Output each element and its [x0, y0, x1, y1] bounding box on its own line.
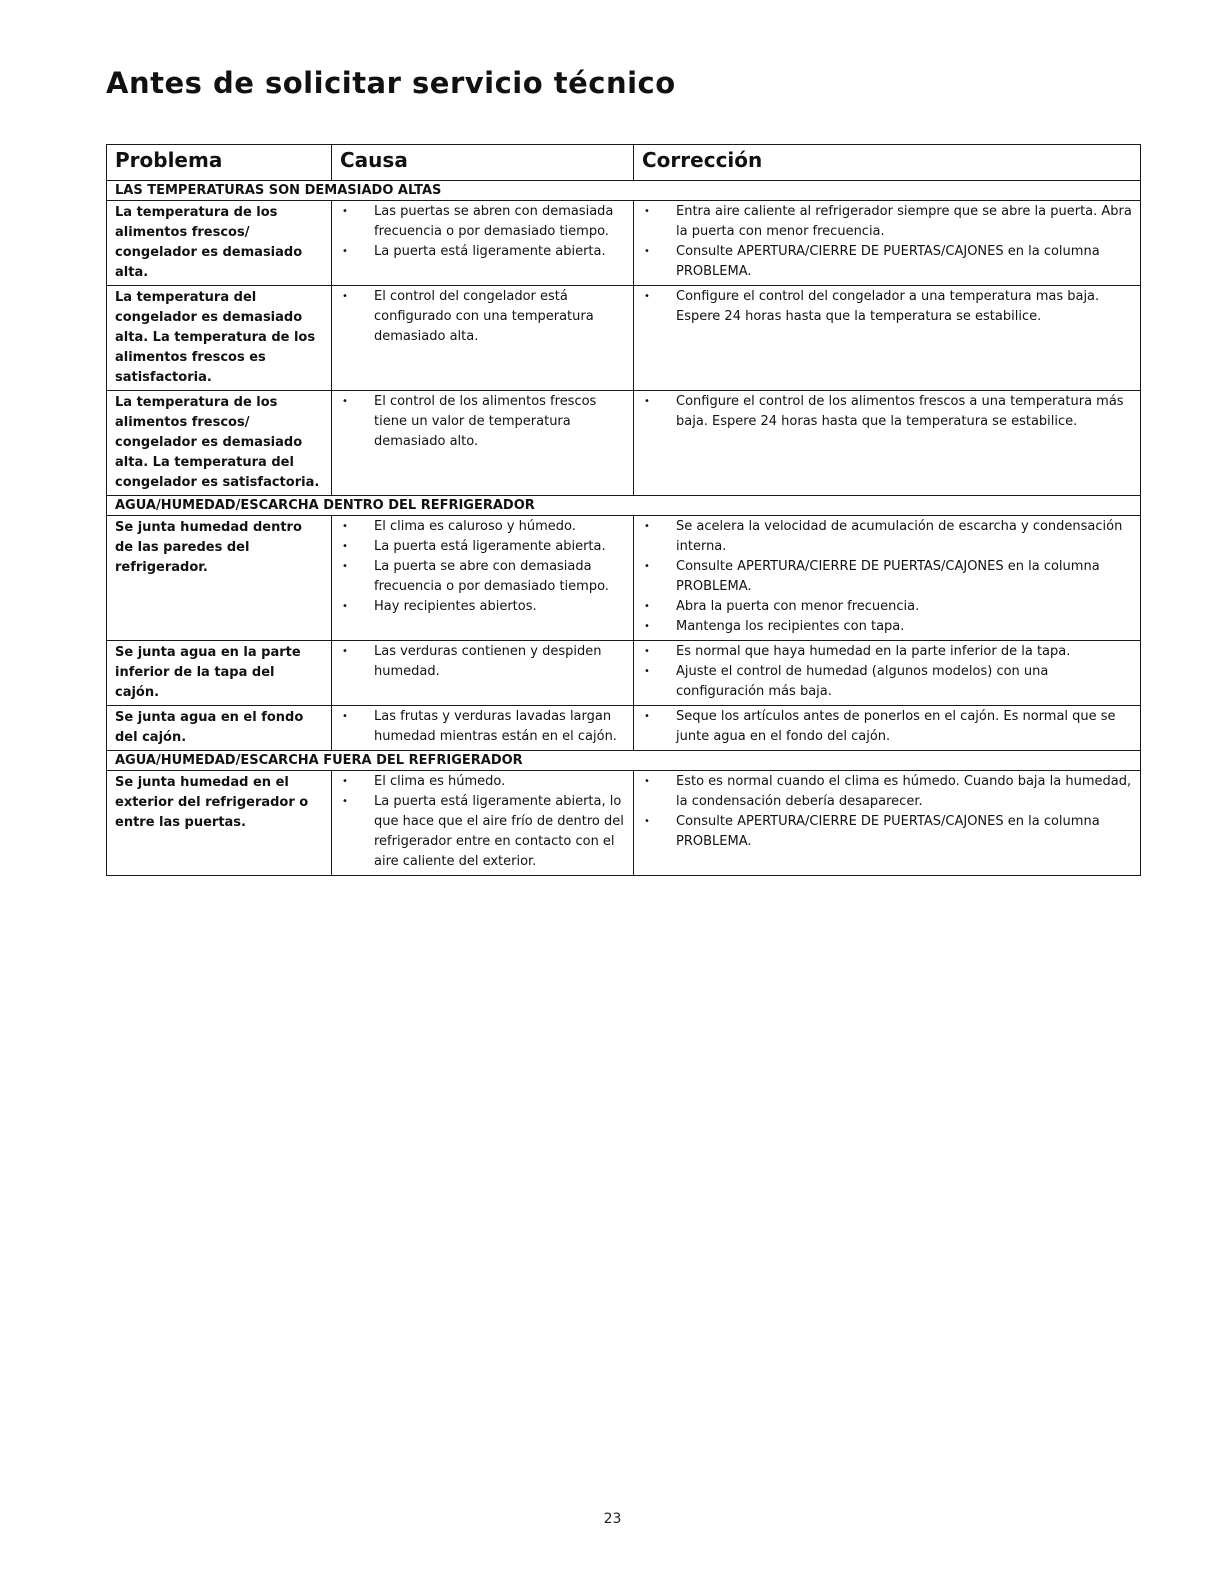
section-header-row [107, 181, 1141, 201]
table-body [107, 181, 1141, 876]
table-row [107, 201, 1141, 286]
correction-cell [634, 771, 1141, 876]
correction-cell [634, 201, 1141, 286]
cause-cell [332, 201, 634, 286]
table-row [107, 391, 1141, 496]
problem-cell: Se junta humedad en el exterior del refrigerador o entre las puertas. [107, 771, 332, 876]
correction-list [634, 516, 1140, 640]
problem-cell: La temperatura de los alimentos frescos/ congelador es demasiado alta. [107, 201, 332, 286]
cause-cell [332, 391, 634, 496]
cause-cell [332, 706, 634, 751]
correction-item: • Es normal que haya humedad en la parte inferior de la tapa. [634, 642, 1136, 662]
section-heading: AGUA/HUMEDAD/ESCARCHA FUERA DEL REFRIGERADOR [107, 751, 1141, 771]
problem-cell: Se junta agua en la parte inferior de la tapa del cajón. [107, 641, 332, 706]
problem-cell: La temperatura del congelador es demasiado alta. La temperatura de los alimentos frescos es satisfactoria. [107, 286, 332, 391]
problem-cell: Se junta agua en el fondo del cajón. [107, 706, 332, 751]
correction-cell [634, 391, 1141, 496]
correction-list [634, 706, 1140, 750]
page-title: Antes de solicitar servicio técnico [106, 66, 676, 100]
section-header-row [107, 751, 1141, 771]
table-row [107, 771, 1141, 876]
cause-item: • La puerta está ligeramente abierta. [332, 537, 629, 557]
cause-item: • Las puertas se abren con demasiada frecuencia o por demasiado tiempo. [332, 202, 629, 242]
correction-cell [634, 706, 1141, 751]
cause-list [332, 516, 633, 620]
correction-item: • Configure el control del congelador a una temperatura mas baja. Espere 24 horas hasta que la temperatura se estabilice. [634, 287, 1136, 327]
cause-cell [332, 286, 634, 391]
cause-list [332, 641, 633, 685]
cause-cell [332, 516, 634, 641]
section-heading: AGUA/HUMEDAD/ESCARCHA DENTRO DEL REFRIGERADOR [107, 496, 1141, 516]
cause-list [332, 286, 633, 350]
troubleshooting-table [106, 144, 1141, 876]
correction-list [634, 771, 1140, 855]
correction-item: • Configure el control de los alimentos frescos a una temperatura más baja. Espere 24 horas hasta que la temperatura se estabilice. [634, 392, 1136, 432]
correction-cell [634, 286, 1141, 391]
cause-item: • El control de los alimentos frescos tiene un valor de temperatura demasiado alto. [332, 392, 629, 452]
correction-list [634, 286, 1140, 330]
problem-cell: La temperatura de los alimentos frescos/ congelador es demasiado alta. La temperatura del congelador es satisfactoria. [107, 391, 332, 496]
correction-item: • Seque los artículos antes de ponerlos en el cajón. Es normal que se junte agua en el fondo del cajón. [634, 707, 1136, 747]
correction-item: • Consulte APERTURA/CIERRE DE PUERTAS/CAJONES en la columna PROBLEMA. [634, 242, 1136, 282]
table-row [107, 286, 1141, 391]
cause-item: • Hay recipientes abiertos. [332, 597, 629, 617]
cause-list [332, 706, 633, 750]
cause-item: • El clima es húmedo. [332, 772, 629, 792]
table-row [107, 706, 1141, 751]
correction-item: • Se acelera la velocidad de acumulación de escarcha y condensación interna. [634, 517, 1136, 557]
cause-cell [332, 771, 634, 876]
cause-item: • Las frutas y verduras lavadas largan humedad mientras están en el cajón. [332, 707, 629, 747]
correction-list [634, 201, 1140, 285]
correction-item: • Ajuste el control de humedad (algunos modelos) con una configuración más baja. [634, 662, 1136, 702]
cause-list [332, 201, 633, 265]
correction-item: • Consulte APERTURA/CIERRE DE PUERTAS/CAJONES en la columna PROBLEMA. [634, 557, 1136, 597]
correction-item: • Esto es normal cuando el clima es húmedo. Cuando baja la humedad, la condensación debería desaparecer. [634, 772, 1136, 812]
cause-item: • La puerta está ligeramente abierta. [332, 242, 629, 262]
problem-cell: Se junta humedad dentro de las paredes del refrigerador. [107, 516, 332, 641]
correction-cell [634, 516, 1141, 641]
column-header-cause: Causa [332, 145, 634, 181]
cause-item: • La puerta se abre con demasiada frecuencia o por demasiado tiempo. [332, 557, 629, 597]
table-row [107, 516, 1141, 641]
column-header-problem: Problema [107, 145, 332, 181]
cause-list [332, 391, 633, 455]
section-header-row [107, 496, 1141, 516]
correction-item: • Mantenga los recipientes con tapa. [634, 617, 1136, 637]
correction-item: • Consulte APERTURA/CIERRE DE PUERTAS/CAJONES en la columna PROBLEMA. [634, 812, 1136, 852]
correction-item: • Abra la puerta con menor frecuencia. [634, 597, 1136, 617]
page-number: 23 [603, 1511, 622, 1527]
column-header-correction: Corrección [634, 145, 1141, 181]
section-heading: LAS TEMPERATURAS SON DEMASIADO ALTAS [107, 181, 1141, 201]
cause-cell [332, 641, 634, 706]
correction-item: • Entra aire caliente al refrigerador siempre que se abre la puerta. Abra la puerta con menor frecuencia. [634, 202, 1136, 242]
correction-list [634, 641, 1140, 705]
table-header-row [107, 145, 1141, 181]
cause-item: • El control del congelador está configurado con una temperatura demasiado alta. [332, 287, 629, 347]
cause-item: • El clima es caluroso y húmedo. [332, 517, 629, 537]
table-row [107, 641, 1141, 706]
cause-item: • Las verduras contienen y despiden humedad. [332, 642, 629, 682]
correction-list [634, 391, 1140, 435]
cause-item: • La puerta está ligeramente abierta, lo que hace que el aire frío de dentro del refrigerador entre en contacto con el aire caliente del exterior. [332, 792, 629, 872]
correction-cell [634, 641, 1141, 706]
cause-list [332, 771, 633, 875]
